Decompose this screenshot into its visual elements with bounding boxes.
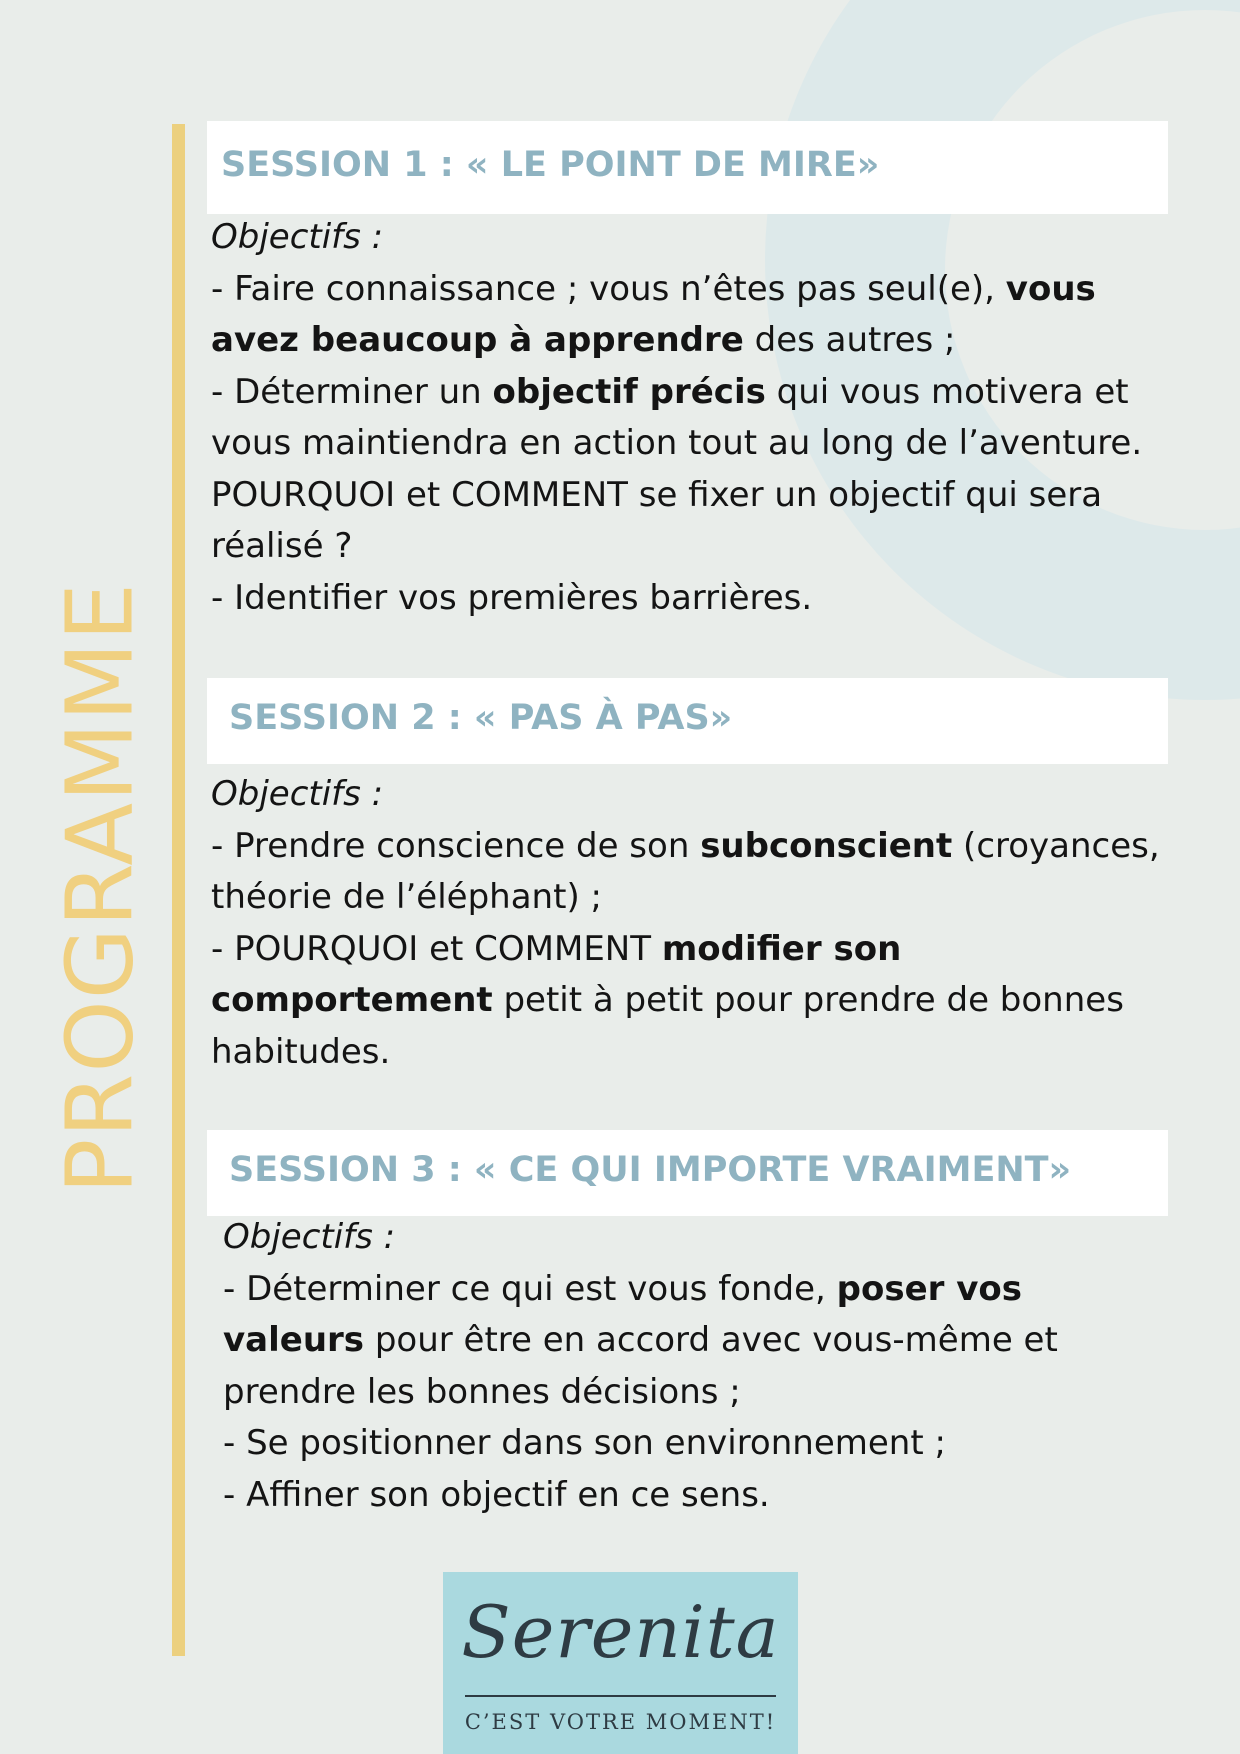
emphasis-text: subconscient [700,825,953,866]
objective-text: - Faire connaissance ; vous n’êtes pas seul(e), [211,268,1006,309]
objective-line [211,573,1171,625]
session-2-objectives [211,769,1171,1078]
serenita-logo [443,1572,798,1754]
objective-line [211,264,1171,367]
objective-text: - Affiner son objectif en ce sens. [223,1474,770,1515]
objective-line [223,1470,1123,1522]
objective-line [211,924,1171,1079]
objective-text: qui vous motivera et vous maintiendra en action tout au long de l’aventure. POURQUOI et COMMENT se fixer un objectif qui sera réalisé ? [211,371,1143,566]
objective-text: - POURQUOI et COMMENT [211,928,662,969]
objective-text: - Déterminer ce qui est vous fonde, [223,1268,837,1309]
objective-line [211,367,1171,573]
session-2-title: SESSION 2 : « PAS À PAS» [229,698,733,738]
session-1-header [207,121,1168,214]
emphasis-text: vous avez beaucoup à apprendre [211,268,1096,360]
emphasis-text: modifier son comportement [211,928,902,1020]
session-3-objectives [223,1212,1123,1521]
objective-text: - Déterminer un [211,371,493,412]
session-2-header [207,678,1168,764]
objective-line [211,821,1171,924]
objective-text: (croyances, théorie de l’éléphant) ; [211,825,1160,917]
logo-tagline: C’EST VOTRE MOMENT! [464,1710,777,1734]
objective-line [223,1418,1123,1470]
objectives-label: Objectifs : [211,217,384,257]
session-3-title: SESSION 3 : « CE QUI IMPORTE VRAIMENT» [229,1150,1072,1190]
objectives-label: Objectifs : [211,774,384,814]
objective-line [223,1264,1123,1419]
emphasis-text: poser vos valeurs [223,1268,1022,1360]
logo-divider [465,1695,776,1697]
logo-wordmark: Serenita [461,1590,780,1674]
objective-text: - Identifier vos premières barrières. [211,577,813,618]
page-title: PROGRAMME [46,581,154,1195]
objective-text: - Prendre conscience de son [211,825,701,866]
emphasis-text: objectif précis [492,371,766,412]
session-1-objectives [211,212,1171,624]
objective-text: des autres ; [743,320,956,360]
objectives-label: Objectifs : [223,1217,396,1257]
objective-text: pour être en accord avec vous-même et prendre les bonnes décisions ; [223,1320,1058,1412]
vertical-accent-bar [172,124,185,1656]
session-1-title: SESSION 1 : « LE POINT DE MIRE» [221,145,880,185]
objective-text: petit à petit pour prendre de bonnes habitudes. [211,980,1124,1072]
session-3-header [207,1130,1168,1216]
objective-text: - Se positionner dans son environnement ; [223,1423,946,1463]
